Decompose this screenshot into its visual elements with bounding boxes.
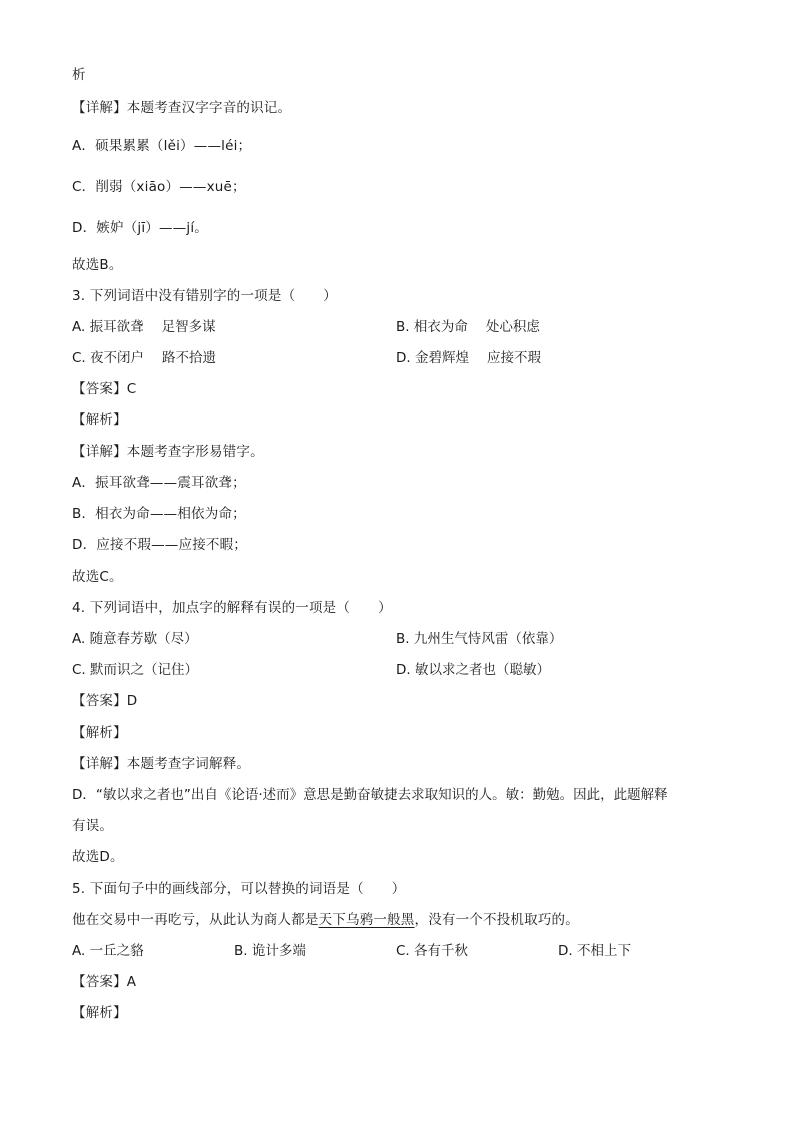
q4-answer: 【答案】D — [72, 693, 138, 709]
q5-stem-text: 5. 下面句子中的画线部分，可以替换的词语是（ — [72, 881, 364, 897]
q3-line-b: B．相衣为命——相依为命； — [72, 506, 246, 522]
option-letter: B. — [234, 943, 248, 959]
q2-conclusion: 故选B。 — [72, 257, 123, 273]
q3-conclusion: 故选C。 — [72, 569, 123, 585]
q3-stem-text: 3. 下列词语中没有错别字的一项是（ — [72, 288, 296, 304]
option-text: 敏以求之者也（聪敏） — [414, 662, 550, 678]
option-text: 随意春芳歇（尽） — [89, 631, 198, 647]
q5-stem-close: ） — [391, 881, 406, 897]
q3-option-c — [72, 349, 216, 367]
option-word: 金碧辉煌 — [414, 350, 469, 366]
option-letter: D. — [396, 350, 411, 366]
q3-answer: 【答案】C — [72, 381, 137, 397]
q3-analysis: 【解析】 — [72, 412, 127, 428]
q4-stem-text: 4. 下列词语中，加点字的解释有误的一项是（ — [72, 600, 351, 616]
option-word: 相衣为命 — [413, 319, 468, 335]
option-word: 夜不闭户 — [90, 350, 145, 366]
q2-detail: 【详解】本题考查汉字字音的识记。 — [72, 100, 292, 116]
option-word: 处心积虑 — [485, 319, 540, 335]
option-letter: C. — [72, 350, 86, 366]
q5-stem — [72, 880, 405, 898]
analysis-tail: 析 — [72, 67, 86, 83]
q3-option-b — [396, 318, 540, 336]
q4-analysis: 【解析】 — [72, 725, 127, 741]
option-word: 足智多谋 — [161, 319, 216, 335]
option-text: 默而识之（记住） — [90, 662, 199, 678]
q5-sentence-post: ，没有一个不投机取巧的。 — [414, 912, 579, 928]
q2-line-a: A．硕果累累（lěi）——léi； — [72, 138, 252, 154]
option-text: 各有千秋 — [414, 943, 469, 959]
q5-option-b — [234, 942, 306, 960]
q3-line-d: D．应接不瑕——应接不暇； — [72, 537, 247, 553]
q5-underlined-phrase: 天下乌鸦一般黑 — [318, 912, 415, 928]
q4-stem — [72, 599, 392, 617]
q2-line-c: C．削弱（xiāo）——xuē； — [72, 179, 246, 195]
option-word: 路不拾遗 — [162, 350, 217, 366]
option-letter: A. — [72, 943, 86, 959]
q5-sentence — [72, 911, 579, 929]
q4-detail: 【详解】本题考查字词解释。 — [72, 756, 251, 772]
option-text: 诡计多端 — [251, 943, 306, 959]
option-letter: C. — [72, 662, 86, 678]
q5-sentence-pre: 他在交易中一再吃亏，从此认为商人都是 — [72, 912, 319, 928]
option-letter: B. — [396, 631, 410, 647]
option-text: 一丘之貉 — [89, 943, 144, 959]
option-letter: A. — [72, 319, 86, 335]
q4-conclusion: 故选D。 — [72, 849, 124, 865]
option-text: 不相上下 — [576, 943, 631, 959]
option-letter: B. — [396, 319, 410, 335]
q2-line-d: D．嫉妒（jī）——jí。 — [72, 220, 208, 236]
option-text: 九州生气恃风雷（依靠） — [413, 631, 563, 647]
q4-option-d — [396, 661, 550, 679]
q3-option-d — [396, 349, 541, 367]
option-letter: A. — [72, 631, 86, 647]
q4-option-c — [72, 661, 198, 679]
q4-explain-line-1: D．“敏以求之者也”出自《论语·述而》意思是勤奋敏捷去求取知识的人。敏：勤勉。因此，此题解释 — [72, 787, 668, 803]
q5-answer: 【答案】A — [72, 974, 137, 990]
q5-option-a — [72, 942, 144, 960]
q5-option-d — [558, 942, 631, 960]
option-letter: D. — [558, 943, 573, 959]
q4-explain-line-2: 有误。 — [72, 818, 114, 834]
q4-stem-close: ） — [378, 600, 392, 616]
q3-stem — [72, 287, 337, 305]
q4-option-a — [72, 630, 198, 648]
option-word: 振耳欲聋 — [89, 319, 144, 335]
q3-stem-close: ） — [323, 288, 337, 304]
q3-line-a: A．振耳欲聋——震耳欲聋； — [72, 475, 246, 491]
q5-analysis: 【解析】 — [72, 1005, 127, 1021]
option-letter: D. — [396, 662, 411, 678]
q5-option-c — [396, 942, 468, 960]
option-word: 应接不瑕 — [486, 350, 541, 366]
option-letter: C. — [396, 943, 410, 959]
q4-option-b — [396, 630, 562, 648]
q3-option-a — [72, 318, 216, 336]
q3-detail: 【详解】本题考查字形易错字。 — [72, 444, 264, 460]
